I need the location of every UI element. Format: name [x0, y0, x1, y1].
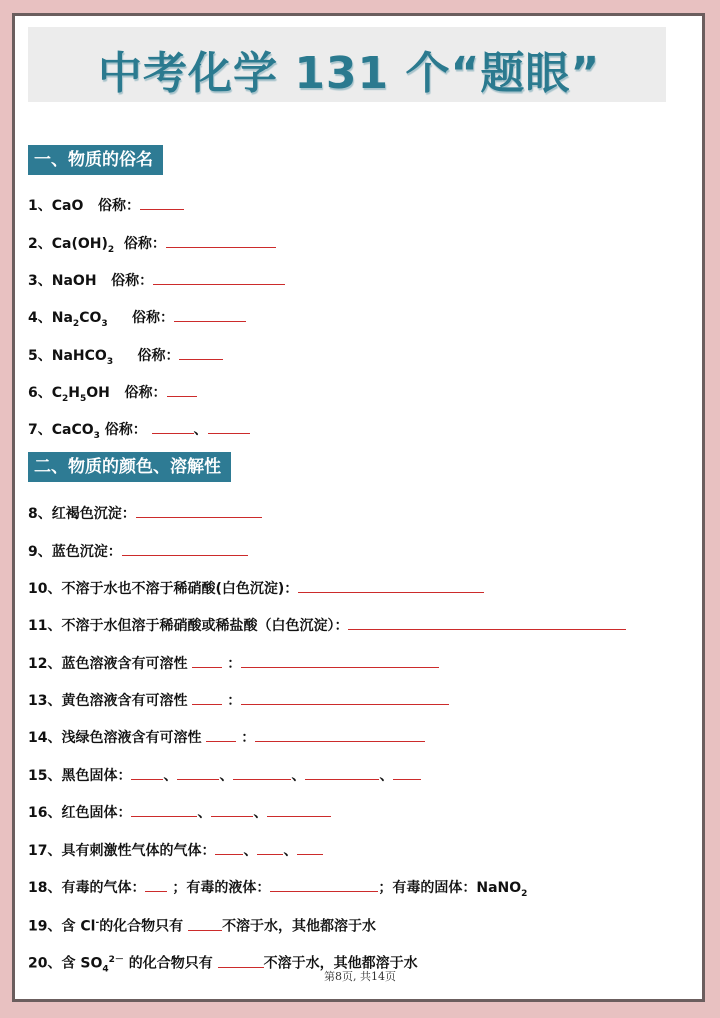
question-5: 5、NaHCO$_3$ 俗称： — [28, 345, 223, 371]
answer-blank[interactable] — [208, 419, 250, 434]
answer-blank[interactable] — [241, 690, 449, 705]
section-heading-names: 一、物质的俗名 — [28, 145, 163, 175]
answer-blank[interactable] — [298, 578, 484, 593]
answer-blank[interactable] — [270, 877, 378, 892]
question-9: 9、蓝色沉淀： — [28, 541, 248, 561]
answer-blank[interactable] — [122, 541, 248, 556]
answer-blank[interactable] — [192, 690, 222, 705]
answer-blank[interactable] — [192, 653, 222, 668]
answer-blank[interactable] — [177, 765, 219, 780]
question-13: 13、黄色溶液含有可溶性 ： — [28, 690, 449, 710]
answer-blank[interactable] — [153, 270, 285, 285]
question-12: 12、蓝色溶液含有可溶性 ： — [28, 653, 439, 673]
answer-blank[interactable] — [131, 765, 163, 780]
answer-blank[interactable] — [348, 615, 626, 630]
question-4: 4、$Na_2CO_3$ 俗称： — [28, 307, 246, 333]
question-8: 8、红褐色沉淀： — [28, 503, 262, 523]
question-2: 2、$Ca(OH)_2$ 俗称： — [28, 233, 276, 259]
section-heading-colors: 二、物质的颜色、溶解性 — [28, 452, 231, 482]
question-1: 1、CaO 俗称： — [28, 195, 184, 215]
answer-blank[interactable] — [206, 727, 236, 742]
answer-blank[interactable] — [233, 765, 291, 780]
question-18: 18、有毒的气体： ；有毒的液体： ；有毒的固体：NaNO$_2$ — [28, 877, 527, 903]
answer-blank[interactable] — [241, 653, 439, 668]
answer-blank[interactable] — [179, 345, 223, 360]
answer-blank[interactable] — [211, 802, 253, 817]
answer-blank[interactable] — [174, 307, 246, 322]
question-19: 19、含 Cl-的化合物只有 不溶于水，其他都溶于水 — [28, 914, 376, 936]
answer-blank[interactable] — [218, 953, 264, 968]
question-15: 15、黑色固体： 、 、 、 、 — [28, 765, 421, 785]
page-title: 中考化学 131 个“题眼” — [98, 48, 601, 99]
question-6: 6、$C_2H_5OH$ 俗称： — [28, 382, 197, 408]
question-16: 16、红色固体： 、 、 — [28, 802, 331, 822]
answer-blank[interactable] — [131, 802, 197, 817]
answer-blank[interactable] — [167, 382, 197, 397]
question-7: 7、CaCO$_3$ 俗称： 、 — [28, 419, 250, 445]
question-20: 20、含 $SO_4^{2-}$ 的化合物只有 不溶于水，其他都溶于水 — [28, 951, 418, 978]
question-17: 17、具有刺激性气体的气体： 、 、 — [28, 840, 323, 860]
answer-blank[interactable] — [297, 840, 323, 855]
question-3: 3、NaOH 俗称： — [28, 270, 285, 290]
answer-blank[interactable] — [140, 195, 184, 210]
page-number-footer: 第8页, 共14页 — [324, 970, 396, 983]
answer-blank[interactable] — [255, 727, 425, 742]
question-11: 11、不溶于水但溶于稀硝酸或稀盐酸（白色沉淀）： — [28, 615, 626, 635]
answer-blank[interactable] — [393, 765, 421, 780]
answer-blank[interactable] — [145, 877, 167, 892]
title-banner — [28, 27, 666, 102]
answer-blank[interactable] — [188, 916, 222, 931]
answer-blank[interactable] — [136, 503, 262, 518]
answer-blank[interactable] — [166, 233, 276, 248]
answer-blank[interactable] — [257, 840, 283, 855]
question-10: 10、不溶于水也不溶于稀硝酸(白色沉淀)： — [28, 578, 484, 598]
answer-blank[interactable] — [267, 802, 331, 817]
answer-blank[interactable] — [152, 419, 194, 434]
answer-blank[interactable] — [305, 765, 379, 780]
question-14: 14、浅绿色溶液含有可溶性 ： — [28, 727, 425, 747]
answer-blank[interactable] — [215, 840, 243, 855]
